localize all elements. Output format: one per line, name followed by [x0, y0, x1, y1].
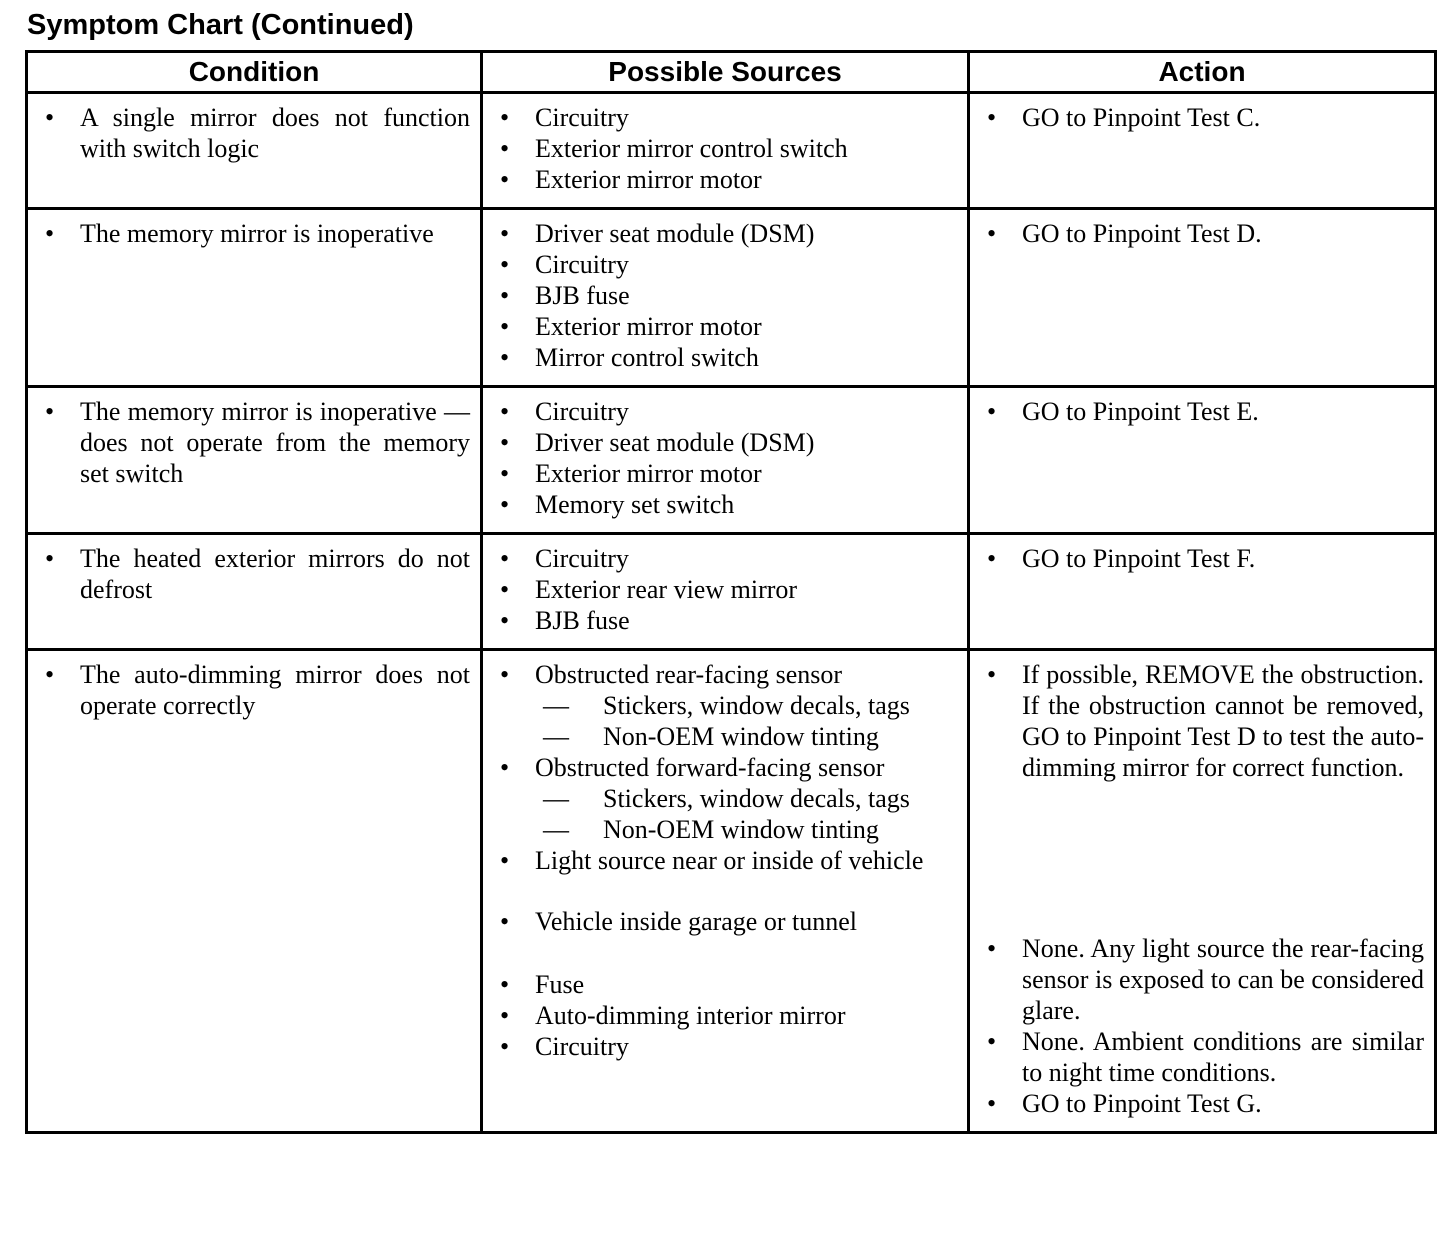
bullet-marker: • — [500, 250, 510, 279]
list-item — [483, 396, 957, 427]
list-item — [970, 218, 1424, 249]
list-item — [483, 543, 957, 574]
bullet-marker: • — [45, 103, 55, 132]
column-header-possible-sources: Possible Sources — [482, 52, 969, 93]
dash-marker: — — [543, 784, 569, 813]
page-title: Symptom Chart (Continued) — [27, 9, 414, 41]
bullet-marker: • — [500, 312, 510, 341]
bullet-marker: • — [500, 970, 510, 999]
bullet-marker: • — [45, 660, 55, 689]
bullet-marker: • — [500, 575, 510, 604]
item-text: Circuitry — [535, 250, 629, 279]
list-item — [483, 1000, 957, 1031]
item-text: Stickers, window decals, tags — [603, 784, 910, 813]
bullet-marker: • — [500, 1001, 510, 1030]
table-row — [27, 209, 1436, 387]
item-text: Auto-dimming interior mirror — [535, 1001, 846, 1030]
item-text: GO to Pinpoint Test C. — [1022, 103, 1261, 132]
list-item — [483, 721, 957, 752]
bullet-marker: • — [500, 103, 510, 132]
item-text: GO to Pinpoint Test E. — [1022, 397, 1259, 426]
item-text: Circuitry — [535, 397, 629, 426]
bullet-marker: • — [987, 1089, 997, 1118]
item-text: Light source near or inside of vehicle — [535, 846, 924, 875]
bullet-marker: • — [500, 660, 510, 689]
condition-cell — [27, 209, 482, 387]
action-cell — [969, 209, 1436, 387]
list-item — [483, 574, 957, 605]
bullet-marker: • — [500, 165, 510, 194]
item-text: Stickers, window decals, tags — [603, 691, 910, 720]
list-item — [970, 933, 1424, 1026]
condition-cell — [27, 93, 482, 209]
item-text: Driver seat module (DSM) — [535, 219, 815, 248]
list-item — [483, 102, 957, 133]
item-text: GO to Pinpoint Test D. — [1022, 219, 1262, 248]
item-text: The memory mirror is inoperative — [80, 219, 434, 248]
sources-cell — [482, 93, 969, 209]
list-item — [483, 814, 957, 845]
bullet-marker: • — [500, 134, 510, 163]
item-text: Circuitry — [535, 544, 629, 573]
item-text: GO to Pinpoint Test G. — [1022, 1089, 1262, 1118]
list-item — [483, 280, 957, 311]
column-header-action: Action — [969, 52, 1436, 93]
bullet-marker: • — [500, 606, 510, 635]
list-item — [483, 427, 957, 458]
dash-marker: — — [543, 722, 569, 751]
action-cell — [969, 387, 1436, 534]
item-text: Obstructed rear-facing sensor — [535, 660, 843, 689]
bullet-marker: • — [500, 490, 510, 519]
list-item — [483, 969, 957, 1000]
dash-marker: — — [543, 691, 569, 720]
bullet-marker: • — [987, 660, 997, 689]
item-text: None. Ambient conditions are similar to night time conditions. — [1022, 1027, 1424, 1087]
item-text: BJB fuse — [535, 606, 630, 635]
list-item — [970, 396, 1424, 427]
item-text: Obstructed forward-facing sensor — [535, 753, 885, 782]
bullet-marker: • — [500, 219, 510, 248]
list-item — [483, 133, 957, 164]
dash-marker: — — [543, 815, 569, 844]
action-cell — [969, 534, 1436, 650]
list-item — [970, 1026, 1424, 1088]
bullet-marker: • — [500, 459, 510, 488]
list-item — [483, 249, 957, 280]
symptom-chart-table — [25, 50, 1437, 1134]
bullet-marker: • — [987, 934, 997, 963]
bullet-marker: • — [500, 397, 510, 426]
bullet-marker: • — [500, 1032, 510, 1061]
table-row — [27, 93, 1436, 209]
bullet-marker: • — [500, 281, 510, 310]
bullet-marker: • — [45, 544, 55, 573]
bullet-marker: • — [45, 397, 55, 426]
list-item — [483, 906, 957, 937]
list-item — [28, 543, 470, 605]
item-text: If possible, REMOVE the obstruction. If the obstruction cannot be removed, GO to Pinpoint Test D to test the auto-dimming mirror for correct function. — [1022, 660, 1424, 782]
item-text: Circuitry — [535, 1032, 629, 1061]
item-text: Exterior rear view mirror — [535, 575, 798, 604]
bullet-marker: • — [500, 343, 510, 372]
list-item — [483, 783, 957, 814]
list-item — [483, 845, 957, 876]
list-item — [970, 659, 1424, 783]
header-row — [27, 52, 1436, 93]
item-text: A single mirror does not function with switch logic — [80, 103, 470, 163]
item-text: Vehicle inside garage or tunnel — [535, 907, 857, 936]
item-text: Driver seat module (DSM) — [535, 428, 815, 457]
item-text: Memory set switch — [535, 490, 735, 519]
bullet-marker: • — [987, 103, 997, 132]
table-row — [27, 650, 1436, 1133]
bullet-marker: • — [987, 219, 997, 248]
list-item — [483, 311, 957, 342]
list-item — [28, 396, 470, 489]
bullet-marker: • — [500, 544, 510, 573]
list-item — [970, 1088, 1424, 1119]
item-text: None. Any light source the rear-facing sensor is exposed to can be considered glare. — [1022, 934, 1424, 1025]
list-item — [483, 164, 957, 195]
list-item — [483, 218, 957, 249]
list-item — [28, 659, 470, 721]
sources-cell — [482, 387, 969, 534]
item-text: The heated exterior mirrors do not defrost — [80, 544, 470, 604]
sources-cell — [482, 534, 969, 650]
condition-cell — [27, 387, 482, 534]
list-item — [483, 690, 957, 721]
bullet-marker: • — [500, 428, 510, 457]
bullet-marker: • — [500, 907, 510, 936]
item-text: The auto-dimming mirror does not operate correctly — [80, 660, 470, 720]
bullet-marker: • — [987, 544, 997, 573]
list-item — [28, 102, 470, 164]
item-text: Mirror control switch — [535, 343, 759, 372]
table-row — [27, 534, 1436, 650]
item-text: BJB fuse — [535, 281, 630, 310]
bullet-marker: • — [45, 219, 55, 248]
item-text: Exterior mirror motor — [535, 165, 762, 194]
item-text: Non-OEM window tinting — [603, 815, 879, 844]
item-text: Circuitry — [535, 103, 629, 132]
table-body — [27, 93, 1436, 1133]
table-header — [27, 52, 1436, 93]
list-item — [483, 659, 957, 690]
list-item — [483, 752, 957, 783]
bullet-marker: • — [987, 1027, 997, 1056]
bullet-marker: • — [500, 846, 510, 875]
item-text: The memory mirror is inoperative — does not operate from the memory set switch — [80, 397, 470, 488]
action-cell — [969, 650, 1436, 1133]
item-text: Exterior mirror control switch — [535, 134, 848, 163]
list-item — [483, 458, 957, 489]
table-row — [27, 387, 1436, 534]
column-header-condition: Condition — [27, 52, 482, 93]
list-item — [970, 102, 1424, 133]
list-item — [28, 218, 470, 249]
list-item — [483, 342, 957, 373]
sources-cell — [482, 650, 969, 1133]
item-text: Exterior mirror motor — [535, 312, 762, 341]
sources-cell — [482, 209, 969, 387]
item-text: Fuse — [535, 970, 585, 999]
condition-cell — [27, 534, 482, 650]
item-text: GO to Pinpoint Test F. — [1022, 544, 1256, 573]
action-cell — [969, 93, 1436, 209]
list-item — [970, 543, 1424, 574]
bullet-marker: • — [500, 753, 510, 782]
list-item — [483, 605, 957, 636]
condition-cell — [27, 650, 482, 1133]
list-item — [483, 489, 957, 520]
list-item — [483, 1031, 957, 1062]
item-text: Exterior mirror motor — [535, 459, 762, 488]
item-text: Non-OEM window tinting — [603, 722, 879, 751]
bullet-marker: • — [987, 397, 997, 426]
